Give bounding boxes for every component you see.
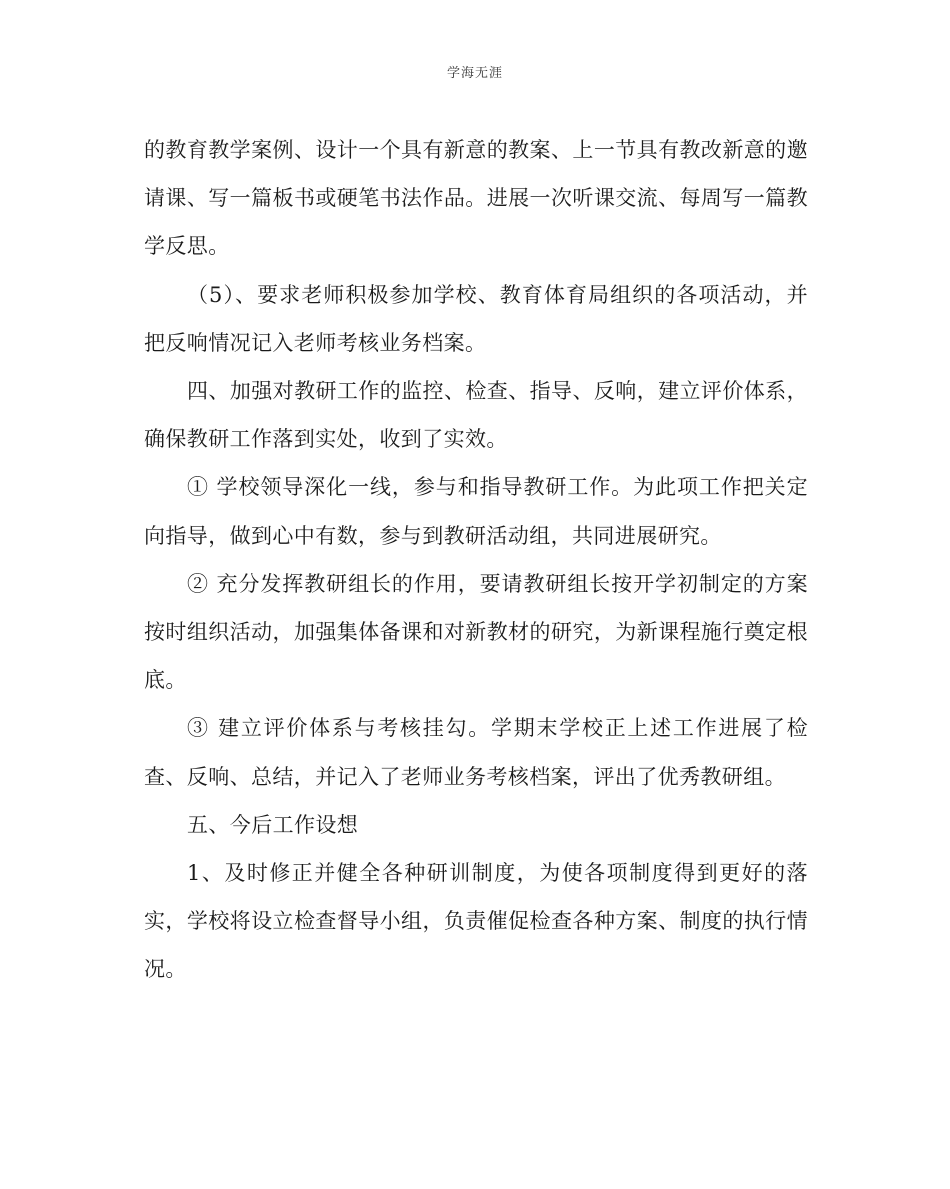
section-heading-four: 四、加强对教研工作的监控、检查、指导、反响，建立评价体系，确保教研工作落到实处，收到了实效。 — [144, 379, 808, 452]
document-body — [144, 126, 808, 994]
paragraph-point-3: ③ 建立评价体系与考核挂勾。学期末学校正上述工作进展了检查、反响、总结，并记入了老师业务考核档案，评出了优秀教研组。 — [144, 716, 808, 789]
page-header: 学海无涯 — [446, 66, 503, 81]
paragraph-point-1: ① 学校领导深化一线，参与和指导教研工作。为此项工作把关定向指导，做到心中有数，参与到教研活动组，共同进展研究。 — [144, 475, 808, 548]
paragraph-continuation: 的教育教学案例、设计一个具有新意的教案、上一节具有教改新意的邀请课、写一篇板书或硬笔书法作品。进展一次听课交流、每周写一篇教学反思。 — [144, 138, 808, 259]
section-heading-five: 五、今后工作设想 — [187, 812, 359, 837]
paragraph-item-5: （5）、要求老师积极参加学校、教育体育局组织的各项活动，并把反响情况记入老师考核业务档案。 — [144, 282, 808, 355]
paragraph-point-2: ② 充分发挥教研组长的作用，要请教研组长按开学初制定的方案按时组织活动，加强集体备课和对新教材的研究，为新课程施行奠定根底。 — [144, 571, 808, 693]
paragraph-plan-1: 1、及时修正并健全各种研训制度，为使各项制度得到更好的落实，学校将设立检查督导小组，负责催促检查各种方案、制度的执行情况。 — [144, 861, 808, 982]
